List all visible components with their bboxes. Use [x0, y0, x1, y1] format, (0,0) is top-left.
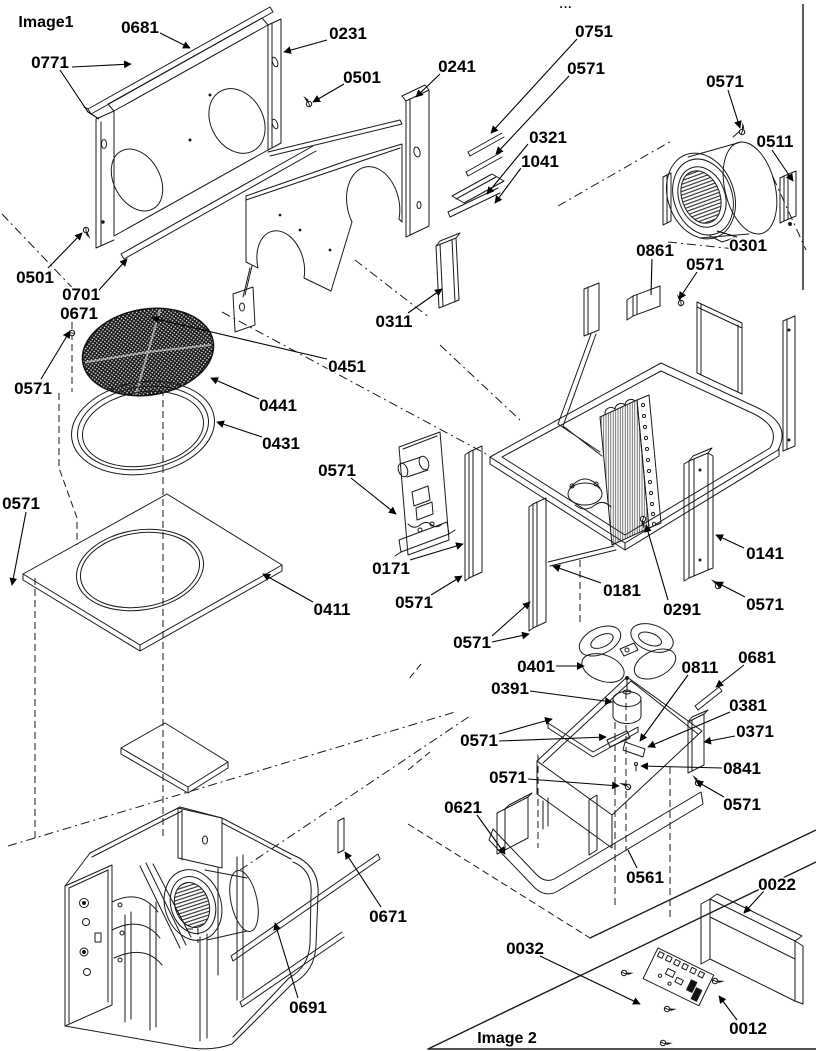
- leader-line: [416, 74, 440, 97]
- leader-line: [431, 576, 462, 595]
- part-label: 0371: [736, 722, 774, 741]
- part-fan-stack: [23, 299, 282, 793]
- part-label: 0621: [444, 798, 482, 817]
- part-label: 0451: [328, 357, 366, 376]
- part-label: 0671: [60, 304, 98, 323]
- part-label: 0571: [723, 795, 761, 814]
- leader-line: [744, 891, 764, 913]
- part-label: 0571: [489, 768, 527, 787]
- part-label: 0861: [636, 241, 674, 260]
- part-label: 0691: [289, 998, 327, 1017]
- leader-line: [716, 665, 744, 687]
- part-label: 0321: [529, 128, 567, 147]
- leader-line: [158, 32, 190, 48]
- top-ellipsis-text: ...: [559, 0, 573, 11]
- leader-line: [477, 815, 505, 854]
- leader-line: [41, 331, 70, 379]
- part-label: 0511: [756, 132, 794, 151]
- part-back-panel-assembly: [84, 7, 402, 259]
- part-label: 0571: [395, 593, 433, 612]
- part-chassis-coil: [465, 283, 795, 631]
- part-label: 0012: [729, 1019, 767, 1038]
- leader-line: [492, 602, 530, 636]
- leader-line: [679, 272, 697, 299]
- part-label: 0571: [318, 461, 356, 480]
- leader-line: [48, 233, 82, 268]
- part-label: 0571: [567, 59, 605, 78]
- leader-line: [628, 850, 637, 868]
- part-label: 0381: [729, 696, 767, 715]
- leader-line: [217, 422, 262, 437]
- part-label: 0671: [369, 907, 407, 926]
- leader-line: [499, 719, 552, 734]
- leader-line: [719, 996, 737, 1020]
- part-label: 0171: [372, 559, 410, 578]
- part-label: 1041: [521, 152, 559, 171]
- leader-line: [651, 259, 652, 295]
- leader-line: [408, 289, 442, 313]
- part-label: 0571: [453, 633, 491, 652]
- part-blower-wheel: [627, 130, 796, 320]
- leader-line: [716, 535, 744, 548]
- part-label: 0231: [329, 24, 367, 43]
- part-label: 0571: [746, 595, 784, 614]
- leader-line: [60, 70, 99, 119]
- leader-line: [491, 39, 577, 133]
- part-label: 0411: [313, 600, 351, 619]
- part-label: 0311: [375, 312, 413, 331]
- leader-line: [211, 378, 259, 399]
- image1-title: Image1: [18, 14, 74, 31]
- part-label: 0022: [758, 875, 796, 894]
- part-label: 0701: [62, 285, 100, 304]
- leader-line: [648, 712, 730, 747]
- leader-line: [716, 582, 745, 597]
- part-label: 0501: [16, 268, 54, 287]
- leader-line: [313, 84, 344, 102]
- leader-line: [499, 737, 606, 741]
- part-label: 0571: [686, 255, 724, 274]
- leader-line: [263, 574, 313, 602]
- part-label: 0751: [575, 22, 613, 41]
- part-label: 0561: [626, 868, 664, 887]
- part-label: 0571: [14, 379, 52, 398]
- part-label: 0301: [729, 236, 767, 255]
- part-label: 0811: [681, 658, 719, 677]
- leader-line: [72, 64, 131, 67]
- leader-line: [528, 779, 619, 786]
- part-partition-assembly: [233, 85, 504, 332]
- part-label: 0571: [706, 72, 744, 91]
- leader-line: [704, 736, 735, 742]
- leader-line: [351, 478, 396, 514]
- part-label: 0241: [438, 57, 476, 76]
- part-label: 0431: [262, 434, 300, 453]
- part-label: 0291: [663, 600, 701, 619]
- leader-line: [410, 544, 463, 560]
- part-label: 0141: [746, 544, 784, 563]
- part-label: 0681: [738, 648, 776, 667]
- part-label: 0441: [259, 396, 297, 415]
- leader-line: [99, 259, 127, 290]
- leader-line: [284, 40, 327, 52]
- part-assembled-unit: [65, 807, 380, 1049]
- part-label: 0501: [343, 68, 381, 87]
- image2-title: Image 2: [477, 1030, 537, 1047]
- leader-line: [540, 956, 640, 1004]
- part-label: 0401: [517, 657, 555, 676]
- leader-line: [492, 634, 529, 642]
- part-label: 0571: [2, 494, 40, 513]
- leader-line: [495, 168, 521, 203]
- leader-line: [641, 766, 722, 768]
- leader-line: [728, 90, 740, 128]
- part-label: 0681: [121, 18, 159, 37]
- leader-line: [696, 781, 724, 797]
- part-label: 0391: [491, 679, 529, 698]
- part-label: 0771: [31, 53, 69, 72]
- leader-line: [640, 675, 688, 741]
- part-label: 0032: [506, 939, 544, 958]
- part-label: 0841: [723, 759, 761, 778]
- leader-line: [275, 923, 298, 998]
- leader-line: [646, 525, 668, 600]
- leader-line: [530, 691, 612, 702]
- part-image2-inset: [428, 830, 816, 1049]
- leader-line: [553, 566, 601, 583]
- part-label: 0571: [460, 731, 498, 750]
- part-label: 0181: [603, 581, 641, 600]
- part-control-board: [395, 432, 455, 556]
